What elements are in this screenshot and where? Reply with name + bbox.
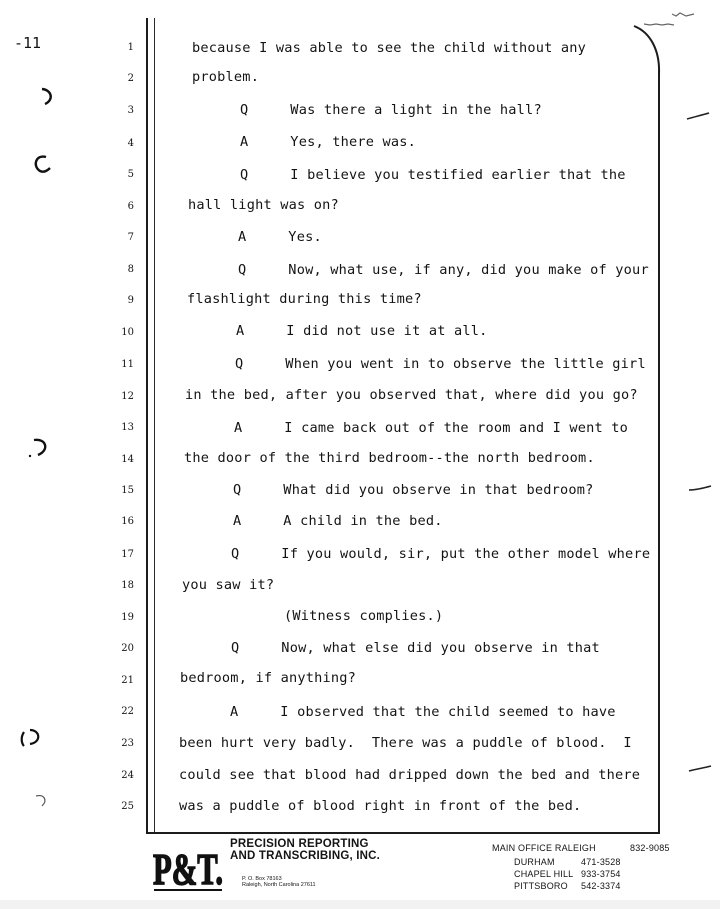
company-logo <box>150 838 226 894</box>
line-number: 1 <box>127 42 134 53</box>
office-city: PITTSBORO <box>514 881 568 891</box>
office-city: CHAPEL HILL <box>514 869 574 879</box>
line-number: 16 <box>121 516 134 527</box>
page-corner-curl <box>632 24 666 74</box>
line-number: 23 <box>121 738 134 749</box>
address-line1: P. O. Box 78163 <box>242 876 282 882</box>
office-city: MAIN OFFICE RALEIGH <box>492 843 596 853</box>
transcript-line: the door of the third bedroom--the north bedroom. <box>184 450 595 466</box>
transcript-line: been hurt very badly. There was a puddle of blood. I <box>179 735 632 751</box>
address-line2: Raleigh, North Carolina 27611 <box>242 882 316 888</box>
punch-hole-icon <box>30 790 54 814</box>
office-phone: 933-3754 <box>581 869 621 879</box>
line-number: 5 <box>127 169 134 180</box>
transcript-line: A I came back out of the room and I went to <box>234 420 629 436</box>
line-number: 7 <box>127 232 134 243</box>
company-name <box>230 838 380 862</box>
line-number: 17 <box>121 549 134 560</box>
company-name-line1: PRECISION REPORTING <box>230 838 369 850</box>
margin-tick-mark <box>686 112 710 122</box>
line-number: 10 <box>121 327 134 338</box>
line-number: 13 <box>121 422 134 433</box>
transcript-line: Q When you went in to observe the little girl <box>235 356 646 372</box>
punch-hole-icon <box>28 436 52 460</box>
line-number: 21 <box>121 675 134 686</box>
transcript-line: Q Was there a light in the hall? <box>240 102 542 118</box>
line-number: 11 <box>121 359 134 370</box>
transcript-line: bedroom, if anything? <box>180 670 357 686</box>
transcript-line: A A child in the bed. <box>233 513 443 529</box>
line-number: 3 <box>127 105 134 116</box>
line-number: 15 <box>121 485 134 496</box>
office-phone: 471-3528 <box>581 857 621 867</box>
scan-stamp-mark <box>642 8 700 30</box>
transcript-line: Q Now, what use, if any, did you make of your <box>238 262 649 278</box>
transcript-line: in the bed, after you observed that, where did you go? <box>185 387 638 403</box>
margin-tick-mark <box>688 764 712 774</box>
transcript-line: problem. <box>192 69 260 85</box>
transcript-line: flashlight during this time? <box>187 291 422 307</box>
line-number: 24 <box>121 770 134 781</box>
margin-tick-mark <box>688 484 712 494</box>
line-number: 18 <box>121 580 134 591</box>
punch-hole-icon <box>34 86 58 110</box>
logo-text: P&T. <box>153 845 223 894</box>
left-margin-rule-inner <box>154 18 155 833</box>
transcript-line: was a puddle of blood right in front of the bed. <box>179 798 582 814</box>
line-number: 19 <box>121 612 134 623</box>
transcript-line: could see that blood had dripped down the bed and there <box>179 767 641 783</box>
line-number: 14 <box>121 454 134 465</box>
transcript-line: hall light was on? <box>188 197 339 213</box>
office-city: DURHAM <box>514 857 555 867</box>
transcript-line: Q If you would, sir, put the other model where <box>231 546 651 562</box>
line-number: 9 <box>127 295 134 306</box>
transcript-line: A I observed that the child seemed to have <box>230 704 616 720</box>
transcript-line: A Yes. <box>238 229 322 245</box>
page-number: -11 <box>14 34 42 52</box>
line-number: 12 <box>121 391 134 402</box>
transcript-line: you saw it? <box>182 577 275 593</box>
footer-rule <box>146 832 660 834</box>
transcript-line: A I did not use it at all. <box>236 323 488 339</box>
punch-hole-icon <box>20 726 44 750</box>
transcript-line: because I was able to see the child without any <box>192 40 587 56</box>
punch-hole-icon <box>30 152 54 176</box>
office-phone: 542-3374 <box>581 881 621 891</box>
line-number: 25 <box>121 801 134 812</box>
line-number: 6 <box>127 201 134 212</box>
transcript-line: Q What did you observe in that bedroom? <box>233 482 594 498</box>
line-number: 8 <box>127 264 134 275</box>
scan-bottom-edge <box>0 900 720 909</box>
company-name-line2: AND TRANSCRIBING, INC. <box>230 850 381 862</box>
transcript-line: Q Now, what else did you observe in that <box>231 640 600 656</box>
line-number: 2 <box>127 73 134 84</box>
line-number: 4 <box>127 138 134 149</box>
office-phone: 832-9085 <box>630 843 670 853</box>
transcript-line: A Yes, there was. <box>240 134 417 150</box>
line-number: 20 <box>121 643 134 654</box>
left-margin-rule <box>146 18 148 833</box>
transcript-line: Q I believe you testified earlier that the <box>240 167 626 183</box>
right-margin-rule <box>658 70 660 832</box>
line-number: 22 <box>121 706 134 717</box>
company-address <box>242 876 316 888</box>
transcript-line: (Witness complies.) <box>284 608 444 624</box>
